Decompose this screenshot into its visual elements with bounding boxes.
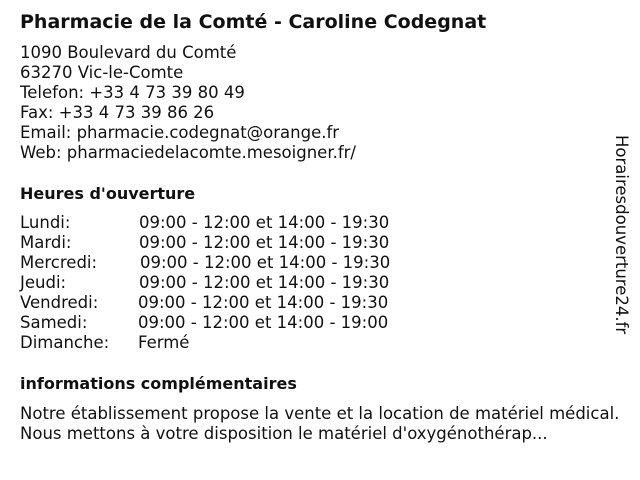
info-heading: informations complémentaires [20, 374, 297, 393]
address-line-2: 63270 Vic-le-Comte [20, 63, 184, 82]
day-label: Mardi: [20, 233, 72, 252]
day-label: Lundi: [20, 213, 71, 232]
day-label: Samedi: [20, 313, 88, 332]
pharmacy-title: Pharmacie de la Comté - Caroline Codegnat [20, 11, 487, 33]
phone-text: Telefon: +33 4 73 39 80 49 [20, 83, 245, 102]
info-text: Notre établissement propose la vente et la location de matériel médical. Nous mettons à votre disposition le matériel d'oxygénothérap... [20, 404, 620, 443]
day-label: Mercredi: [20, 253, 98, 272]
hours-heading: Heures d'ouverture [20, 184, 196, 203]
watermark [610, 135, 632, 375]
day-label: Jeudi: [20, 273, 67, 292]
web-text: Web: pharmaciedelacomte.mesoigner.fr/ [20, 143, 356, 162]
day-label: Dimanche: [20, 333, 110, 352]
time-value: 09:00 - 12:00 et 14:00 - 19:30 [139, 213, 390, 232]
contact-block [20, 43, 356, 163]
watermark-text: Horairesdouverture24.fr [612, 135, 631, 335]
time-value: 09:00 - 12:00 et 14:00 - 19:00 [138, 313, 389, 332]
day-label: Vendredi: [20, 293, 99, 312]
time-value: 09:00 - 12:00 et 14:00 - 19:30 [139, 273, 390, 292]
fax-text: Fax: +33 4 73 39 86 26 [20, 103, 215, 122]
address-line-1: 1090 Boulevard du Comté [20, 43, 237, 62]
time-value: 09:00 - 12:00 et 14:00 - 19:30 [139, 233, 390, 252]
email-text: Email: pharmacie.codegnat@orange.fr [20, 123, 340, 142]
time-value: Fermé [138, 333, 190, 352]
time-value: 09:00 - 12:00 et 14:00 - 19:30 [138, 293, 389, 312]
time-value: 09:00 - 12:00 et 14:00 - 19:30 [140, 253, 391, 272]
